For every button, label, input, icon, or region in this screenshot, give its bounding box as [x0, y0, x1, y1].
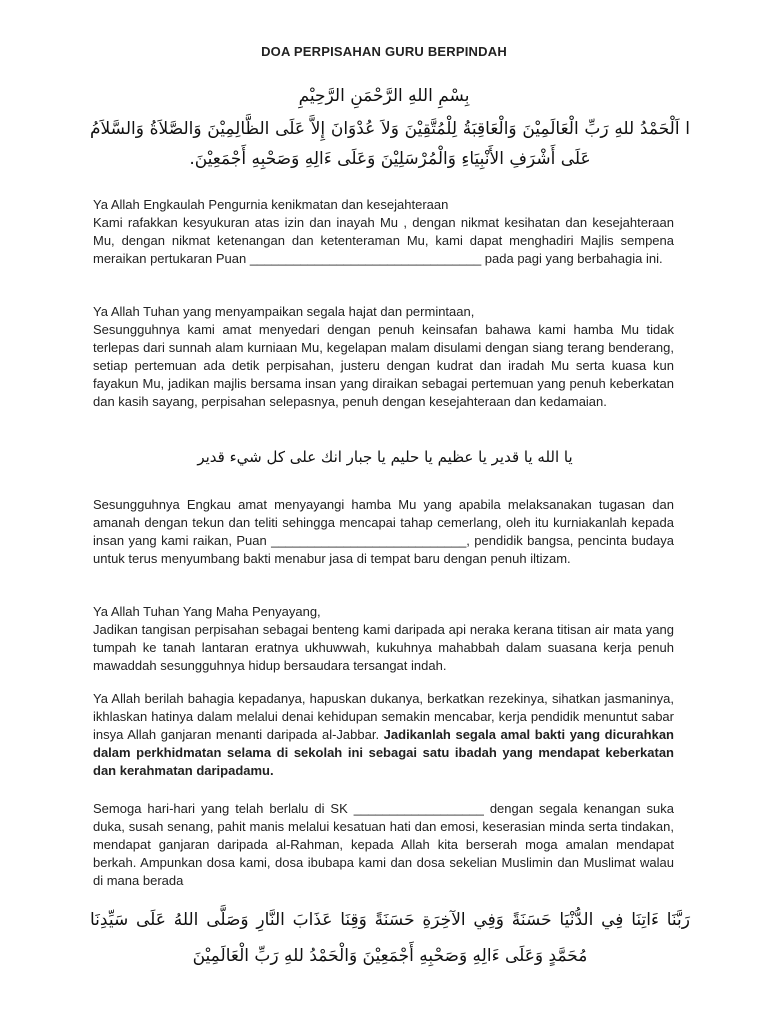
arabic-opening-prayer: ا اَلْحَمْدُ للهِ رَبِّ الْعَالَمِيْنَ وَالْعَاقِبَةُ لِلْمُتَّقِيْنَ وَلاَ عُدْوَانَ إِلاَّ عَلَى الظَّالِمِيْنَ وَالصَّلاَةُ وَالسَّلاَمُ عَلَى أَشْرَفِ الأَنْبِيَاءِ وَالْمُرْسَلِيْنَ وَعَلَى ءَالِهِ وَصَحْبِهِ أَجْمَعِيْنَ. [90, 119, 690, 169]
paragraph-3: Sesungguhnya Engkau amat menyayangi hamba Mu yang apabila melaksanakan tugasan dan amanah dengan tekun dan teliti sehingga mencapai tahap cemerlang, oleh itu kurniakanlah kepada insan yang kami raikan, Puan ___________________________, pendidik bangsa, pencinta budaya untuk terus menyumbang bakti menabur jasa di tempat baru dengan penuh iltizam. [93, 497, 674, 566]
paragraph-2-heading: Ya Allah Tuhan yang menyampaikan segala hajat dan permintaan, [93, 304, 475, 319]
paragraph-2-body: Sesungguhnya kami amat menyedari dengan penuh keinsafan bahawa kami hamba Mu tidak terlepas dari sunnah alam kurniaan Mu, kegelapan malam disulami dengan siang terang benderang, setiap pertemuan ada detik perpisahan, justeru dengan kudrat dan iradah Mu serta kuasa kun fayakun Mu, jadikan majlis bersama insan yang diraikan sebagai pertemuan yang penuh keberkatan dan kasih sayang, perpisahan selepasnya, penuh dengan kesejahteraan dan kedamaian. [93, 322, 674, 409]
paragraph-1-heading: Ya Allah Engkaulah Pengurnia kenikmatan dan kesejahteraan [93, 197, 449, 212]
paragraph-6: Semoga hari-hari yang telah berlalu di SK __________________ dengan segala kenangan suka duka, susah senang, pahit manis melalui kesatuan hati dan emosi, keserasian minda serta tindakan, mendapat ganjaran daripada al-Rahman, kepada Allah kita berserah moga amalan mendapat berkah. Ampunkan dosa kami, dosa ibubapa kami dan dosa sekelian Muslimin dan Muslimat walau di mana berada [93, 801, 674, 888]
paragraph-5-bold: Jadikanlah segala amal bakti yang dicurahkan dalam perkhidmatan selama di sekolah ini sebagai satu ibadah yang mendapat keberkatan dan kerahmatan daripadamu. [93, 727, 674, 778]
paragraph-1 [93, 196, 674, 268]
document-title: DOA PERPISAHAN GURU BERPINDAH [261, 44, 507, 59]
paragraph-4-body: Jadikan tangisan perpisahan sebagai benteng kami daripada api neraka kerana titisan air mata yang tumpah ke tanah lantaran eratnya ukhuwwah, kukuhnya mahabbah dalam suasana kerja penuh mawaddah sesungguhnya hidup bersaudara tersangat indah. [93, 622, 674, 673]
paragraph-2 [93, 303, 674, 411]
arabic-closing-prayer: رَبَّنَا ءَاتِنَا فِي الدُّنْيَا حَسَنَةً وَفِي الآخِرَةِ حَسَنَةً وَقِنَا عَذَابَ النَّارِ وَصَلَّى اللهُ عَلَى سَيِّدِنَا مُحَمَّدٍ وَعَلَى ءَالِهِ وَصَحْبِهِ أَجْمَعِيْنَ وَالْحَمْدُ للهِ رَبِّ الْعَالَمِيْنَ [90, 910, 690, 966]
paragraph-4-heading: Ya Allah Tuhan Yang Maha Penyayang, [93, 604, 321, 619]
arabic-bismillah: بِسْمِ اللهِ الرَّحْمَنِ الرَّحِيْمِ [298, 86, 470, 106]
paragraph-5 [93, 690, 674, 780]
paragraph-1-body: Kami rafakkan kesyukuran atas izin dan inayah Mu , dengan nikmat kesihatan dan kesejahteraan Mu, dengan nikmat ketenangan dan ketenteraman Mu, kami dapat menghadiri Majlis sempena meraikan pertukaran Puan ________________________________ pada pagi yang berbahagia ini. [93, 215, 674, 266]
paragraph-5-body: Ya Allah berilah bahagia kepadanya, hapuskan dukanya, berkatkan rezekinya, sihatkan jasmaninya, ikhlaskan hatinya dalam melalui denai kehidupan semakin mencabar, kerja pendidik menuntut sabar insya Allah ganjaran menanti daripada al-Jabbar. [93, 691, 674, 742]
arabic-names-of-allah: يا الله يا قدير يا عظيم يا حليم يا جبار انك على كل شيء قدير [197, 448, 573, 466]
paragraph-4 [93, 603, 674, 675]
